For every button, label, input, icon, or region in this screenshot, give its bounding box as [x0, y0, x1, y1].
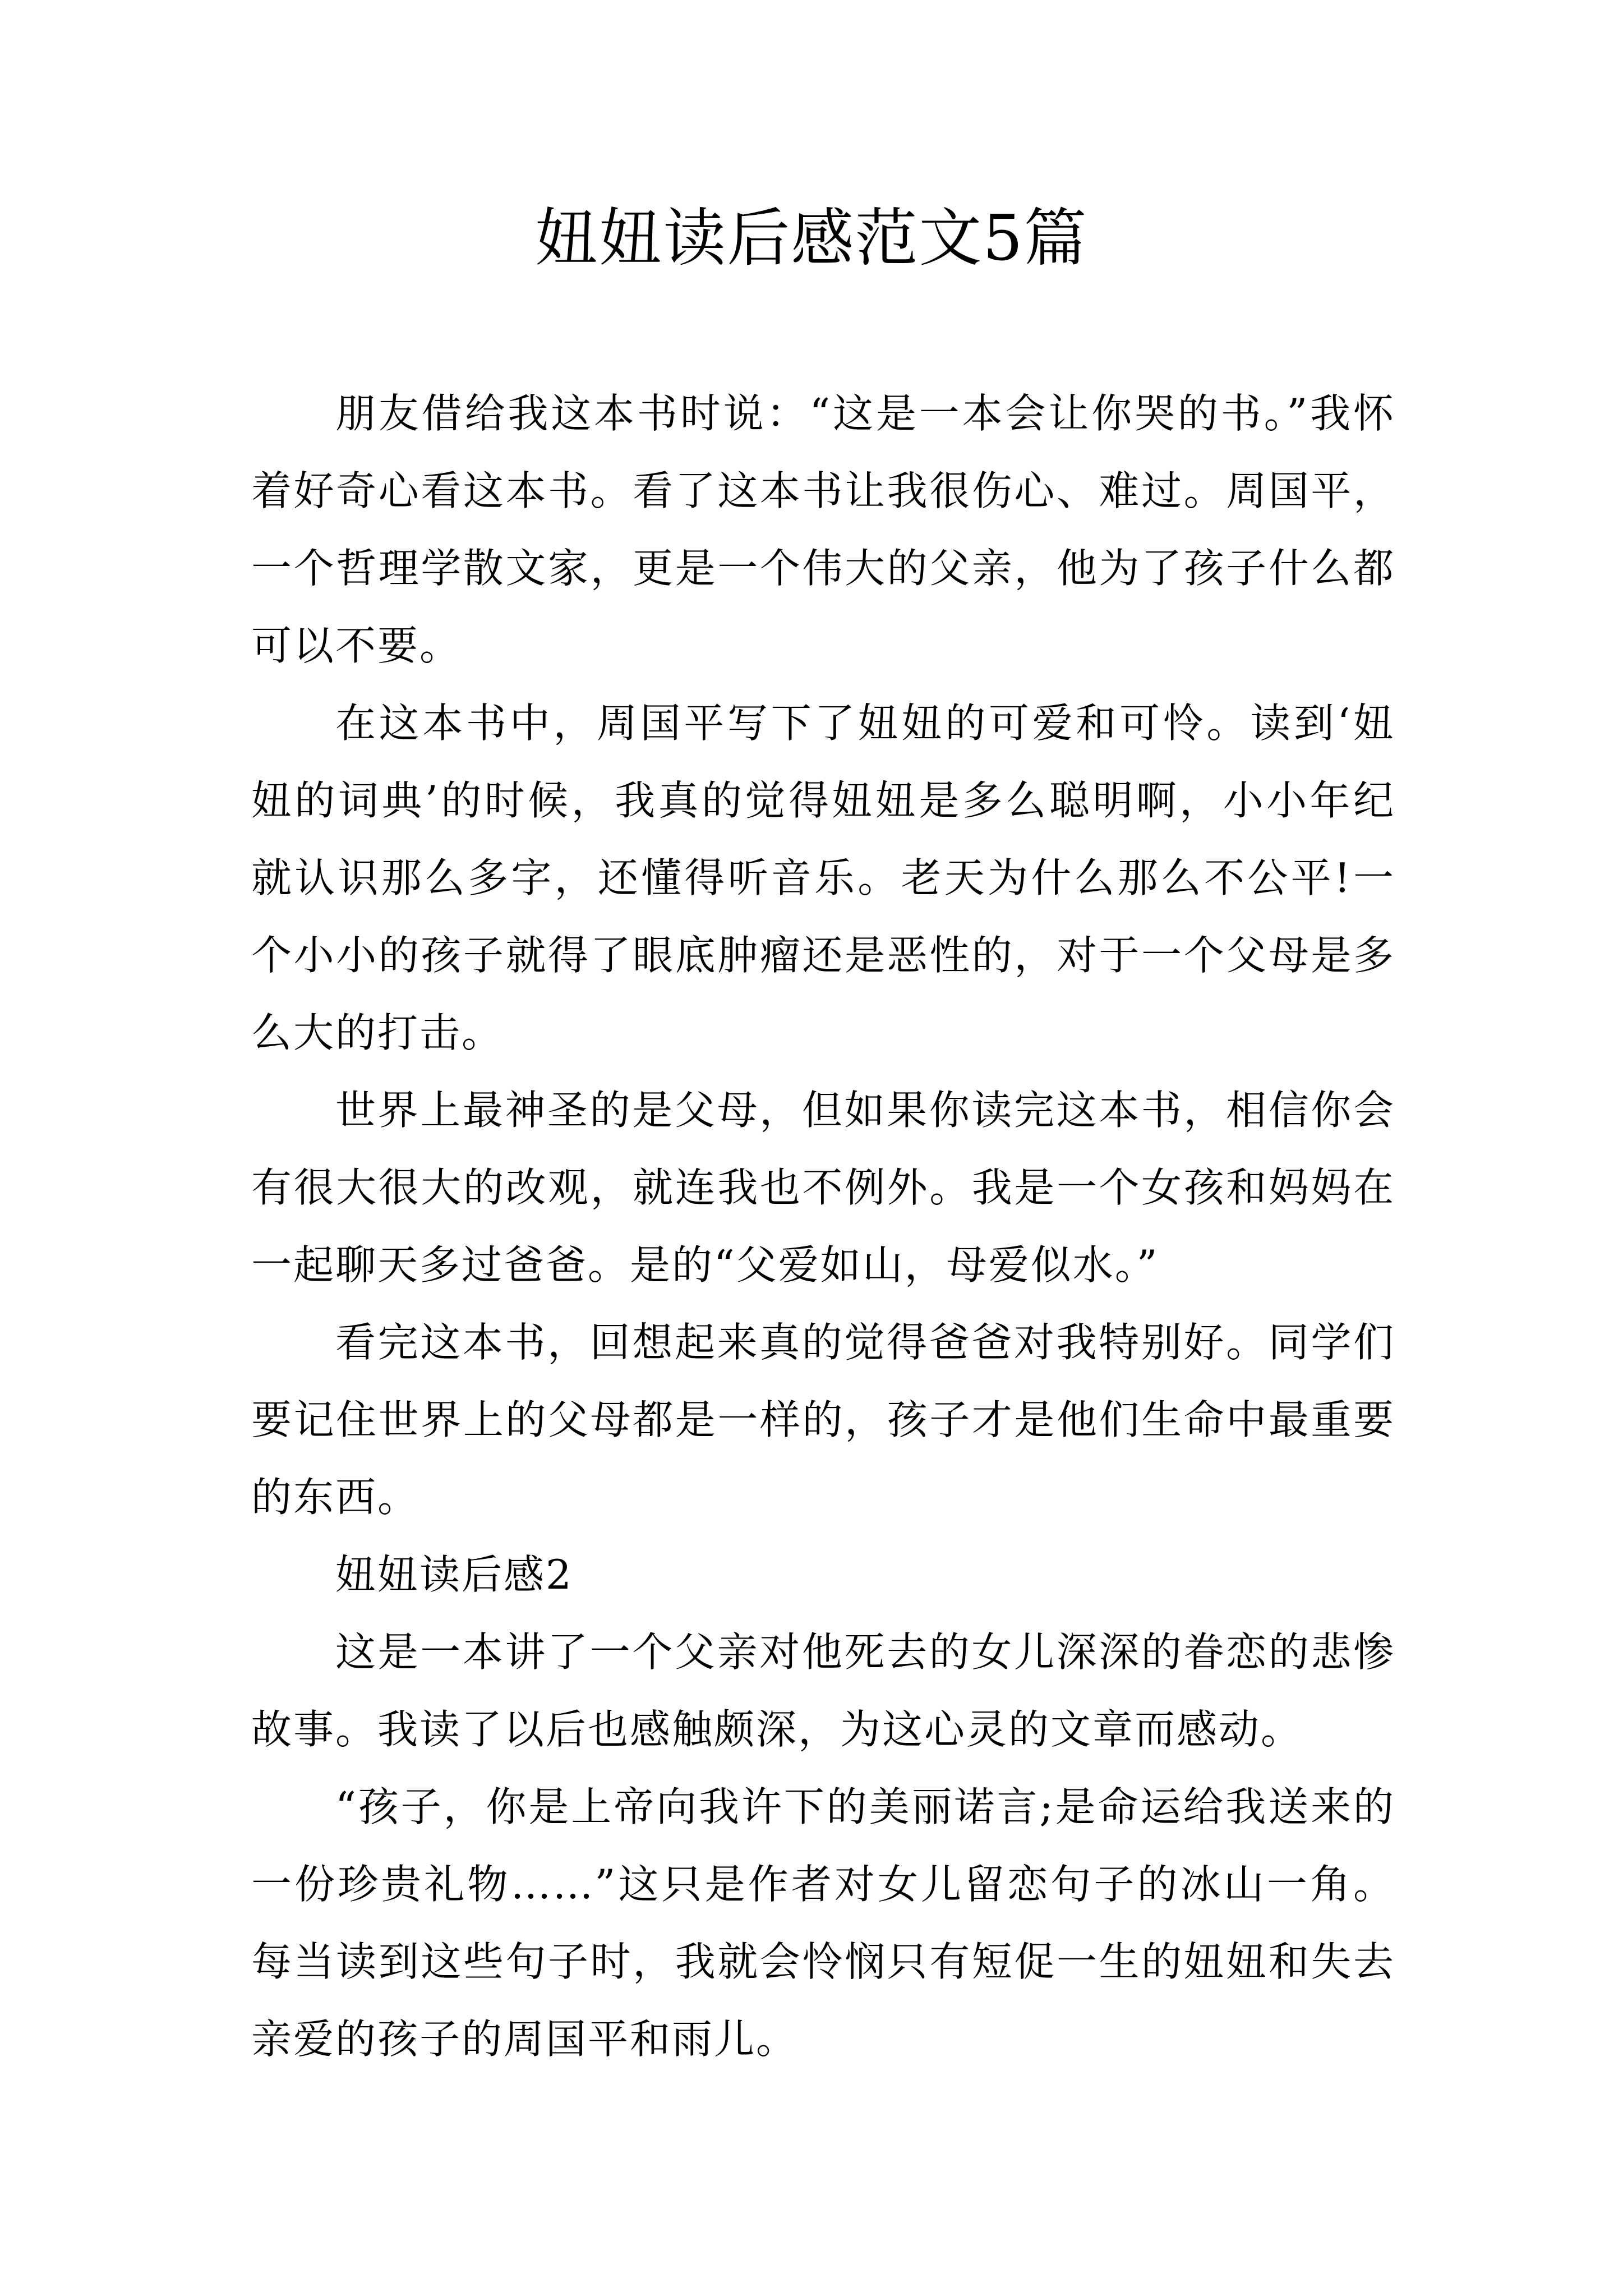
paragraph-1: 朋友借给我这本书时说：“这是一本会让你哭的书。”我怀着好奇心看这本书。看了这本书让我很伤心、难过。周国平，一个哲理学散文家，更是一个伟大的父亲，他为了孩子什么都可以不要。	[251, 390, 1395, 669]
paragraph-2: 在这本书中，周国平写下了妞妞的可爱和可怜。读到‘妞妞的词典’的时候，我真的觉得妞妞是多么聪明啊，小小年纪就认识那么多字，还懂得听音乐。老天为什么那么不公平!一个小小的孩子就得了眼底肿瘤还是恶性的，对于一个父母是多么大的打击。	[251, 700, 1395, 1056]
paragraph-4: 看完这本书，回想起来真的觉得爸爸对我特别好。同学们要记住世界上的父母都是一样的，孩子才是他们生命中最重要的东西。	[251, 1319, 1395, 1521]
paragraph-6: “孩子，你是上帝向我许下的美丽诺言;是命运给我送来的一份珍贵礼物……”这只是作者对女儿留恋句子的冰山一角。每当读到这些句子时，我就会怜悯只有短促一生的妞妞和失去亲爱的孩子的周国平和雨儿。	[251, 1783, 1395, 2063]
paragraph-3: 世界上最神圣的是父母，但如果你读完这本书，相信你会有很大很大的改观，就连我也不例外。我是一个女孩和妈妈在一起聊天多过爸爸。是的“父爱如山，母爱似水。”	[251, 1087, 1395, 1289]
paragraph-5: 这是一本讲了一个父亲对他死去的女儿深深的眷恋的悲惨故事。我读了以后也感触颇深，为这心灵的文章而感动。	[251, 1628, 1395, 1753]
document-body	[251, 375, 1395, 2078]
page-title: 妞妞读后感范文5篇	[535, 202, 1088, 275]
section-heading: 妞妞读后感2	[335, 1551, 573, 1598]
